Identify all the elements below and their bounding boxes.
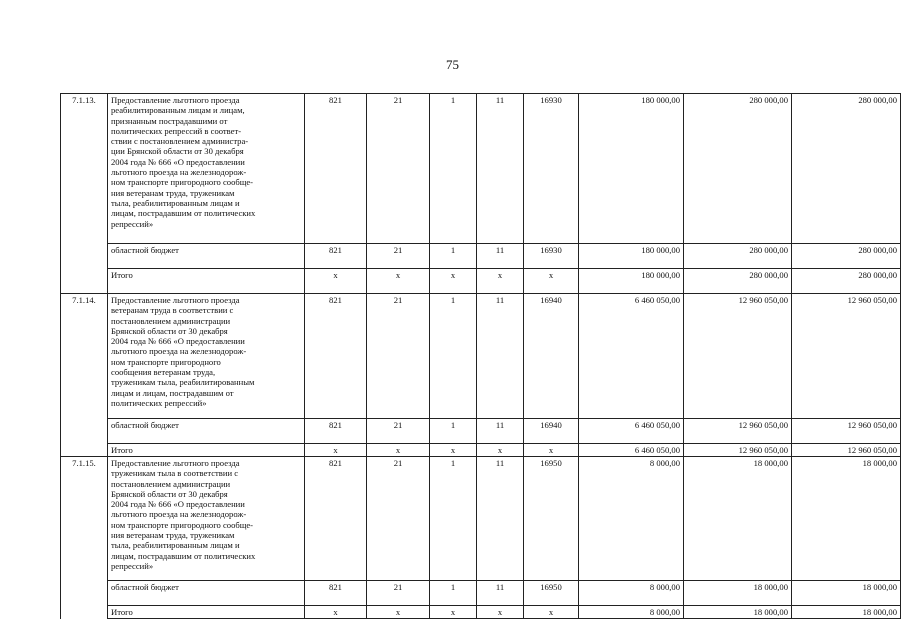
cell-amount-2: 18 000,00 bbox=[684, 606, 792, 619]
cell-amount-2: 280 000,00 bbox=[684, 244, 792, 269]
cell-c4: х bbox=[477, 444, 524, 457]
cell-c4: 11 bbox=[477, 419, 524, 444]
cell-amount-3: 12 960 050,00 bbox=[792, 294, 901, 419]
cell-c2: х bbox=[367, 606, 430, 619]
cell-c1: 821 bbox=[305, 581, 367, 606]
cell-c5: 16940 bbox=[524, 294, 579, 419]
cell-amount-2: 280 000,00 bbox=[684, 94, 792, 244]
section-description: Предоставление льготного проезда ветеранам труда в соответствии с постановлением администрации Брянской области от 30 декабря 2004 года № 666 «О предоставлении льготного проезда на железнодорож- ном транспорте пригородного сообщения ветеранам труда, труженикам тыла, реабилитированным лицам и лицам, пострадавшим от политических репрессий» bbox=[108, 294, 305, 419]
cell-amount-3: 280 000,00 bbox=[792, 244, 901, 269]
cell-c2: х bbox=[367, 444, 430, 457]
cell-c3: х bbox=[430, 269, 477, 294]
cell-c4: 11 bbox=[477, 294, 524, 419]
cell-c4: х bbox=[477, 606, 524, 619]
cell-c2: 21 bbox=[367, 581, 430, 606]
section-code: 7.1.14. bbox=[61, 294, 108, 419]
cell-amount-1: 8 000,00 bbox=[579, 606, 684, 619]
cell-c2: 21 bbox=[367, 244, 430, 269]
cell-amount-3: 18 000,00 bbox=[792, 581, 901, 606]
cell-amount-1: 6 460 050,00 bbox=[579, 294, 684, 419]
budget-label: областной бюджет bbox=[108, 581, 305, 606]
cell-c4: х bbox=[477, 269, 524, 294]
cell-c2: 21 bbox=[367, 294, 430, 419]
cell-c3: 1 bbox=[430, 244, 477, 269]
cell-c3: 1 bbox=[430, 94, 477, 244]
section-description: Предоставление льготного проезда реабилитированным лицам и лицам, признанным пострадавшими от политических репрессий в соответ- ствии с постановлением администра- ции Брянской области от 30 декабря 2004 года № 666 «О предоставлении льготного проезда на железнодорож- ном транспорте пригородного сообще- ния ветеранам труда, труженикам тыла, реабилитированным лицам и лицам, пострадавшим от политических репрессий» bbox=[108, 94, 305, 244]
cell-c1: 821 bbox=[305, 457, 367, 581]
cell-amount-1: 6 460 050,00 bbox=[579, 419, 684, 444]
cell-amount-2: 12 960 050,00 bbox=[684, 444, 792, 457]
cell-c3: 1 bbox=[430, 457, 477, 581]
cell-amount-3: 18 000,00 bbox=[792, 606, 901, 619]
section-code: 7.1.13. bbox=[61, 94, 108, 244]
cell-amount-2: 18 000,00 bbox=[684, 457, 792, 581]
cell-c4: 11 bbox=[477, 581, 524, 606]
cell-c2: х bbox=[367, 269, 430, 294]
page-number: 75 bbox=[446, 57, 459, 72]
cell-c1: х bbox=[305, 606, 367, 619]
table-row bbox=[61, 244, 901, 269]
table-row bbox=[61, 581, 901, 606]
cell-amount-1: 180 000,00 bbox=[579, 94, 684, 244]
budget-label: областной бюджет bbox=[108, 419, 305, 444]
total-label: Итого bbox=[108, 606, 305, 619]
cell-c4: 11 bbox=[477, 94, 524, 244]
code-cell-empty bbox=[61, 269, 108, 294]
cell-c3: 1 bbox=[430, 419, 477, 444]
table-row bbox=[61, 444, 901, 457]
cell-c5: 16930 bbox=[524, 244, 579, 269]
cell-c3: х bbox=[430, 606, 477, 619]
cell-amount-1: 6 460 050,00 bbox=[579, 444, 684, 457]
cell-amount-3: 280 000,00 bbox=[792, 269, 901, 294]
cell-c2: 21 bbox=[367, 94, 430, 244]
total-label: Итого bbox=[108, 269, 305, 294]
cell-c1: 821 bbox=[305, 294, 367, 419]
cell-c2: 21 bbox=[367, 419, 430, 444]
cell-c3: 1 bbox=[430, 581, 477, 606]
cell-amount-2: 12 960 050,00 bbox=[684, 294, 792, 419]
budget-label: областной бюджет bbox=[108, 244, 305, 269]
section-description: Предоставление льготного проезда труженикам тыла в соответствии с постановлением администрации Брянской области от 30 декабря 2004 года № 666 «О предоставлении льготного проезда на железнодорож- ном транспорте пригородного сообще- ния ветеранам труда, труженикам тыла, реабилитированным лицам и лицам, пострадавшим от политических репрессий» bbox=[108, 457, 305, 581]
cell-c1: х bbox=[305, 269, 367, 294]
table-row bbox=[61, 606, 901, 619]
cell-c2: 21 bbox=[367, 457, 430, 581]
cell-amount-1: 8 000,00 bbox=[579, 457, 684, 581]
cell-c1: 821 bbox=[305, 419, 367, 444]
table-row bbox=[61, 94, 901, 244]
table-row bbox=[61, 419, 901, 444]
cell-amount-1: 180 000,00 bbox=[579, 244, 684, 269]
cell-c1: х bbox=[305, 444, 367, 457]
cell-c5: х bbox=[524, 444, 579, 457]
cell-c4: 11 bbox=[477, 457, 524, 581]
cell-c1: 821 bbox=[305, 244, 367, 269]
cell-c3: 1 bbox=[430, 294, 477, 419]
table-row bbox=[61, 269, 901, 294]
code-cell-empty bbox=[61, 606, 108, 619]
cell-c1: 821 bbox=[305, 94, 367, 244]
cell-amount-3: 12 960 050,00 bbox=[792, 444, 901, 457]
code-cell-empty bbox=[61, 581, 108, 606]
code-cell-empty bbox=[61, 444, 108, 457]
cell-amount-2: 18 000,00 bbox=[684, 581, 792, 606]
cell-amount-2: 12 960 050,00 bbox=[684, 419, 792, 444]
cell-amount-3: 18 000,00 bbox=[792, 457, 901, 581]
cell-c5: 16950 bbox=[524, 457, 579, 581]
cell-amount-3: 280 000,00 bbox=[792, 94, 901, 244]
cell-c5: 16950 bbox=[524, 581, 579, 606]
code-cell-empty bbox=[61, 419, 108, 444]
cell-c5: х bbox=[524, 606, 579, 619]
cell-c3: х bbox=[430, 444, 477, 457]
cell-amount-2: 280 000,00 bbox=[684, 269, 792, 294]
table-row bbox=[61, 457, 901, 581]
cell-c5: 16930 bbox=[524, 94, 579, 244]
section-code: 7.1.15. bbox=[61, 457, 108, 581]
code-cell-empty bbox=[61, 244, 108, 269]
cell-amount-1: 180 000,00 bbox=[579, 269, 684, 294]
cell-c5: 16940 bbox=[524, 419, 579, 444]
budget-table bbox=[60, 93, 901, 619]
cell-amount-1: 8 000,00 bbox=[579, 581, 684, 606]
total-label: Итого bbox=[108, 444, 305, 457]
table-row bbox=[61, 294, 901, 419]
cell-c4: 11 bbox=[477, 244, 524, 269]
cell-c5: х bbox=[524, 269, 579, 294]
cell-amount-3: 12 960 050,00 bbox=[792, 419, 901, 444]
